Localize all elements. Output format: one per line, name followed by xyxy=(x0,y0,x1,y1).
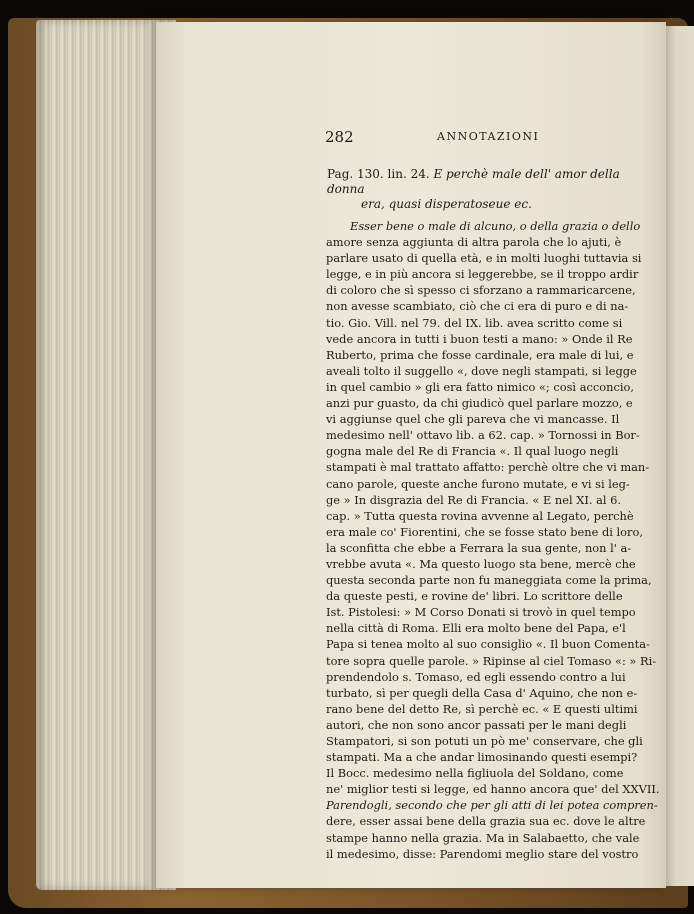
page-edges xyxy=(36,20,176,890)
text-line: il medesimo, disse: Parendomi meglio stare del vostro xyxy=(326,846,639,861)
text-line: stampati. Ma a che andar limosinando questi esempi? xyxy=(326,750,638,765)
text-line: stampe hanno nella grazia. Ma in Salabaetto, che vale xyxy=(326,830,640,845)
reference-heading xyxy=(327,167,652,212)
reference-label: Pag. 130. lin. 24. xyxy=(327,167,430,181)
text-line: era male co' Fiorentini, che se fosse stato bene di loro, xyxy=(326,524,643,539)
text-line: rano bene del detto Re, sì perchè ec. « E questi ultimi xyxy=(326,701,638,716)
text-line: Esser bene o male di alcuno, o della grazia o dello xyxy=(350,219,641,233)
text-line: parlare usato di quella età, e in molti luoghi tuttavia si xyxy=(326,251,642,266)
annotation-body xyxy=(326,218,662,862)
reference-quote-line2: era, quasi disperatoseue ec. xyxy=(361,197,532,211)
text-line: Ist. Pistolesi: » M Corso Donati si trovò in quel tempo xyxy=(326,605,636,620)
text-line: Ruberto, prima che fosse cardinale, era male di lui, e xyxy=(326,347,634,362)
text-line: vrebbe avuta «. Ma questo luogo sta bene, mercè che xyxy=(326,556,636,571)
text-line: dere, esser assai bene della grazia sua ec. dove le altre xyxy=(326,814,646,829)
text-line: la sconfitta che ebbe a Ferrara la sua gente, non l' a- xyxy=(326,540,632,555)
text-line: cano parole, queste anche furono mutate, e vi si leg- xyxy=(326,476,630,491)
text-line: Parendogli, secondo che per gli atti di lei potea compren- xyxy=(326,798,658,813)
text-line: vi aggiunse quel che gli pareva che vi mancasse. Il xyxy=(326,412,620,427)
text-line: in quel cambio » gli era fatto nimico «; così acconcio, xyxy=(326,379,634,394)
page-header xyxy=(325,128,655,148)
reference-quote-line1: E perchè male dell' amor della donna xyxy=(327,167,620,196)
text-line: nella città di Roma. Elli era molto bene del Papa, e'l xyxy=(326,621,626,636)
text-line: Il Bocc. medesimo nella figliuola del Soldano, come xyxy=(326,766,624,781)
text-line: aveali tolto il suggello «, dove negli stampati, si legge xyxy=(326,363,637,378)
text-line: anzi pur guasto, da chi giudicò quel parlare mozzo, e xyxy=(326,396,633,411)
text-line: cap. » Tutta questa rovina avvenne al Legato, perchè xyxy=(326,508,634,523)
text-line: medesimo nell' ottavo lib. a 62. cap. » Tornossi in Bor- xyxy=(326,428,640,443)
page-number: 282 xyxy=(325,128,354,146)
text-line: ge » In disgrazia del Re di Francia. « E nel XI. al 6. xyxy=(326,492,622,507)
text-line: amore senza aggiunta di altra parola che lo ajuti, è xyxy=(326,235,622,250)
text-line: prendendolo s. Tomaso, ed egli essendo contro a lui xyxy=(326,669,626,684)
text-line: turbato, sì per quegli della Casa d' Aquino, che non e- xyxy=(326,685,638,700)
text-line: stampati è mal trattato affatto: perchè oltre che vi man- xyxy=(326,460,650,475)
text-line: legge, e in più ancora si leggerebbe, se il troppo ardir xyxy=(326,267,639,282)
text-line: Papa si tenea molto al suo consiglio «. Il buon Comenta- xyxy=(326,637,650,652)
text-line: di coloro che sì spesso ci sforzano a rammaricarcene, xyxy=(326,283,636,298)
text-line: gogna male del Re di Francia «. Il qual luogo negli xyxy=(326,444,619,459)
text-line: non avesse scambiato, ciò che ci era di puro e di na- xyxy=(326,299,629,314)
text-line: ne' miglior testi si legge, ed hanno ancora que' del XXVII. xyxy=(326,782,660,797)
text-line: tio. Gio. Vill. nel 79. del IX. lib. avea scritto come si xyxy=(326,315,623,330)
text-line: autori, che non sono ancor passati per le mani degli xyxy=(326,717,627,732)
text-line: Stampatori, si son potuti un pò me' conservare, che gli xyxy=(326,734,643,748)
text-line: tore sopra quelle parole. » Ripinse al ciel Tomaso «: » Ri- xyxy=(326,653,657,668)
text-line: questa seconda parte non fu maneggiata come la prima, xyxy=(326,573,652,588)
running-head: ANNOTAZIONI xyxy=(437,130,540,143)
text-line: vede ancora in tutti i buon testi a mano: » Onde il Re xyxy=(326,331,633,346)
text-line: da queste pesti, e rovine de' libri. Lo scrittore delle xyxy=(326,589,623,604)
